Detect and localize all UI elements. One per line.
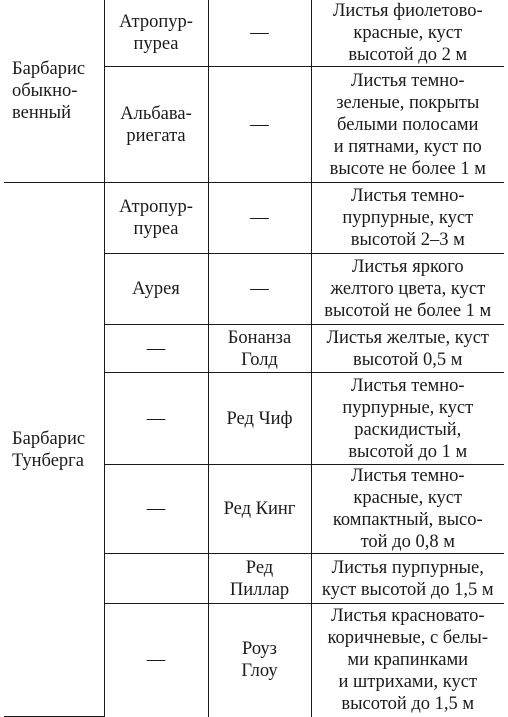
table-row — [4, 183, 504, 254]
cultivar-cell: Ред Чиф — [208, 373, 311, 465]
species-cell: Барбарис обыкно- венный — [4, 0, 104, 183]
cultivar-cell: — — [208, 0, 311, 67]
description-cell: Листья темно- пурпурные, куст раскидистый, высотой до 1 м — [311, 373, 504, 465]
description-cell: Листья темно- зеленые, покрыты белыми полосами и пятнами, куст по высоте не более 1 м — [311, 67, 504, 183]
cultivar-cell: Бонанза Голд — [208, 325, 311, 373]
description-cell: Листья красновато- коричневые, с белы- ми крапинками и штрихами, куст высотой до 1,5 м — [311, 604, 504, 717]
description-cell: Листья темно- пурпурные, куст высотой 2–3 м — [311, 183, 504, 254]
table-row — [4, 0, 504, 67]
variety-cell: — — [104, 604, 208, 717]
cultivar-cell: — — [208, 254, 311, 325]
cultivar-cell: — — [208, 183, 311, 254]
species-cell: Барбарис Тунберга — [4, 183, 104, 717]
variety-cell: — — [104, 465, 208, 554]
variety-cell: Аурея — [104, 254, 208, 325]
description-cell: Листья пурпурные, куст высотой до 1,5 м — [311, 554, 504, 604]
description-cell: Листья темно- красные, куст компактный, высо- той до 0,8 м — [311, 465, 504, 554]
variety-cell: — — [104, 325, 208, 373]
variety-cell: — — [104, 373, 208, 465]
description-cell: Листья фиолетово- красные, куст высотой до 2 м — [311, 0, 504, 67]
barberry-varieties-table — [4, 0, 504, 717]
cultivar-cell: Ред Пиллар — [208, 554, 311, 604]
description-cell: Листья яркого желтого цвета, куст высотой не более 1 м — [311, 254, 504, 325]
cultivar-cell: — — [208, 67, 311, 183]
variety-cell: Альбава- риегата — [104, 67, 208, 183]
variety-cell: Атропур- пуреа — [104, 0, 208, 67]
variety-cell: Атропур- пуреа — [104, 183, 208, 254]
cultivar-cell: Роуз Глоу — [208, 604, 311, 717]
cultivar-cell: Ред Кинг — [208, 465, 311, 554]
variety-cell — [104, 554, 208, 604]
description-cell: Листья желтые, куст высотой 0,5 м — [311, 325, 504, 373]
